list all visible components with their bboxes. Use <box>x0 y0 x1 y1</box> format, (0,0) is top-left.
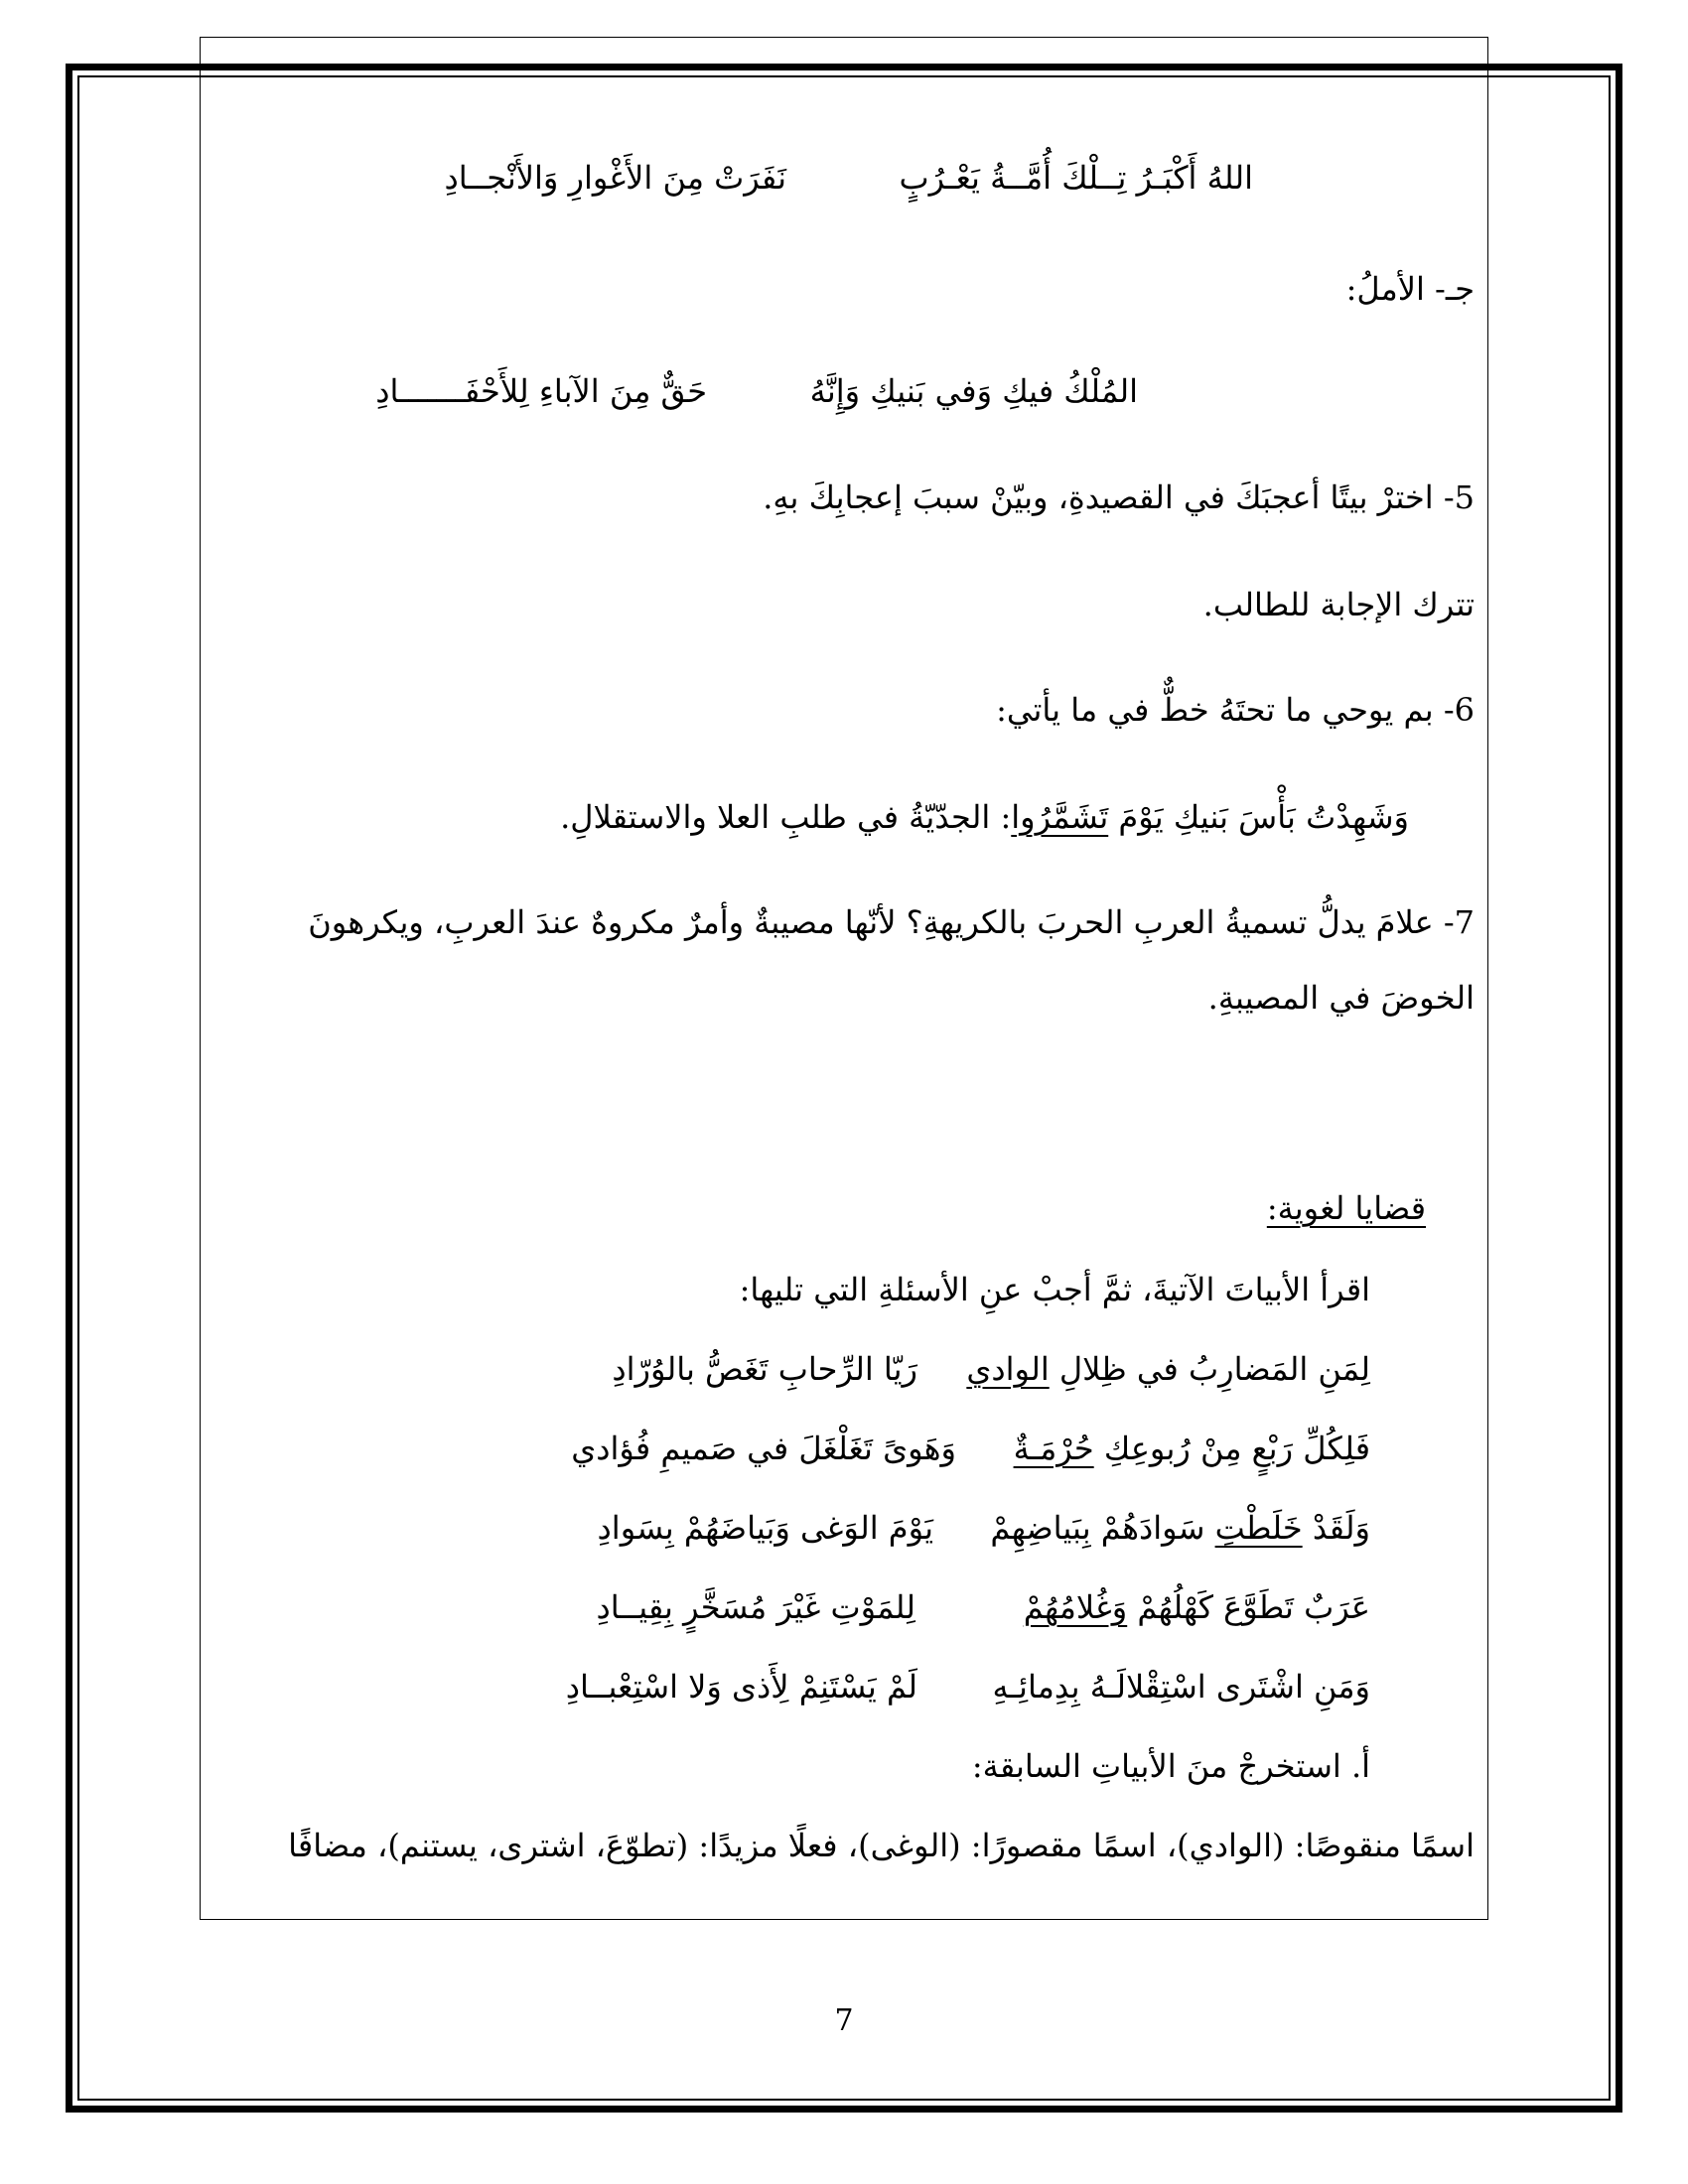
verse-5-first-pre: وَمَنِ اشْتَرى اسْتِقْلالَـهُ بِدِمائِـهِ <box>992 1668 1370 1706</box>
question-7-line2: الخوضَ في المصيبةِ. <box>1207 979 1475 1017</box>
verse-5-second: لَمْ يَسْتَنِمْ لِأَذى وَلا اسْتِعْبــادِ <box>565 1668 917 1706</box>
section-c-heading: جـ- الأملُ: <box>1345 270 1475 308</box>
question-6: 6- بم يوحي ما تحتَهُ خطٌّ في ما يأتي: <box>996 691 1475 729</box>
linguistic-heading <box>1267 1189 1426 1227</box>
verse-3-first-pre: وَلَقَدْ <box>1302 1509 1370 1547</box>
linguistic-instruction: اقرأ الأبياتَ الآتيةَ، ثمَّ أجبْ عنِ الأسئلةِ التي تليها: <box>739 1271 1370 1308</box>
question-6-example <box>560 798 1409 836</box>
verse-top-first: اللهُ أَكْبَـرُ تِــلْكَ أُمَّــةُ يَعْـرُبٍ <box>899 159 1253 197</box>
section-c-verse-first: المُلْكُ فيكِ وَفي بَنيكِ وَإِنَّهُ <box>809 372 1138 410</box>
verse-3-second: يَوْمَ الوَغى وَبَياضَهُمْ بِسَوادِ <box>597 1509 933 1547</box>
verse-1-first-pre: لِمَنِ المَضارِبُ في ظِلالِ <box>1049 1350 1370 1388</box>
q6-example-underlined: تَشَمَّرُوا <box>1011 798 1109 836</box>
q6-example-post: : الجدّيّةُ في طلبِ العلا والاستقلالِ. <box>560 798 1012 836</box>
verse-4-first-underlined: وَغُلامُهُمْ <box>1023 1588 1128 1626</box>
verse-1-first-underlined: الوادي <box>966 1350 1050 1388</box>
question-5: 5- اخترْ بيتًا أعجبَكَ في القصيدةِ، وبيّنْ سببَ إعجابِكَ بهِ. <box>763 478 1475 516</box>
verse-5-first <box>993 1668 1370 1706</box>
verse-3-first-post: سَوادَهُمْ بِبَياضِهِمْ <box>990 1509 1215 1547</box>
section-c-verse-second: حَقٌّ مِنَ الآباءِ لِلأَحْفَـــــــادِ <box>375 372 707 410</box>
linguistic-heading-text: قضايا لغوية: <box>1266 1189 1426 1227</box>
verse-4-second: لِلمَوْتِ غَيْرَ مُسَخَّرٍ بِقِيــادِ <box>596 1588 915 1626</box>
verse-top-second: نَفَرَتْ مِنَ الأَغْوارِ وَالأَنْجــادِ <box>444 159 786 197</box>
verse-1-second: رَيّا الرِّحابِ تَغَصُّ بالوُرّادِ <box>612 1350 917 1388</box>
answer-5: تترك الإجابة للطالب. <box>1202 586 1475 623</box>
page-number: 7 <box>834 2003 854 2038</box>
verse-3-first <box>990 1509 1370 1547</box>
part-a-answer: اسمًا منقوصًا: (الوادي)، اسمًا مقصورًا: (الوغى)، فعلًا مزيدًا: (تطوّعَ، اشترى، يستنم)، مضافًا <box>288 1827 1475 1864</box>
verse-2-first-pre: فَلِكُلِّ رَبْعٍ مِنْ رُبوعِكِ <box>1093 1430 1370 1467</box>
question-7-line1: 7- علامَ يدلُّ تسميةُ العربِ الحربَ بالكريهةِ؟ لأنّها مصيبةٌ وأمرٌ مكروهٌ عندَ العربِ، ويكرهونَ <box>308 903 1475 941</box>
verse-4-first-pre: عَرَبٌ تَطَوَّعَ كَهْلُهُمْ <box>1127 1588 1370 1626</box>
verse-1-first <box>966 1350 1370 1388</box>
verse-2-first <box>1014 1430 1370 1467</box>
verse-3-first-underlined: خَلَطْتِ <box>1214 1509 1303 1547</box>
verse-2-first-underlined: حُرْمَـةٌ <box>1013 1430 1094 1467</box>
verse-2-second: وَهَوىً تَغَلْغَلَ في صَميمِ فُؤادي <box>571 1430 956 1467</box>
part-a-heading: أ. استخرجْ منَ الأبياتِ السابقة: <box>971 1747 1370 1785</box>
q6-example-pre: وَشَهِدْتُ بَأْسَ بَنيكِ يَوْمَ <box>1108 798 1409 836</box>
verse-4-first <box>1024 1588 1370 1626</box>
